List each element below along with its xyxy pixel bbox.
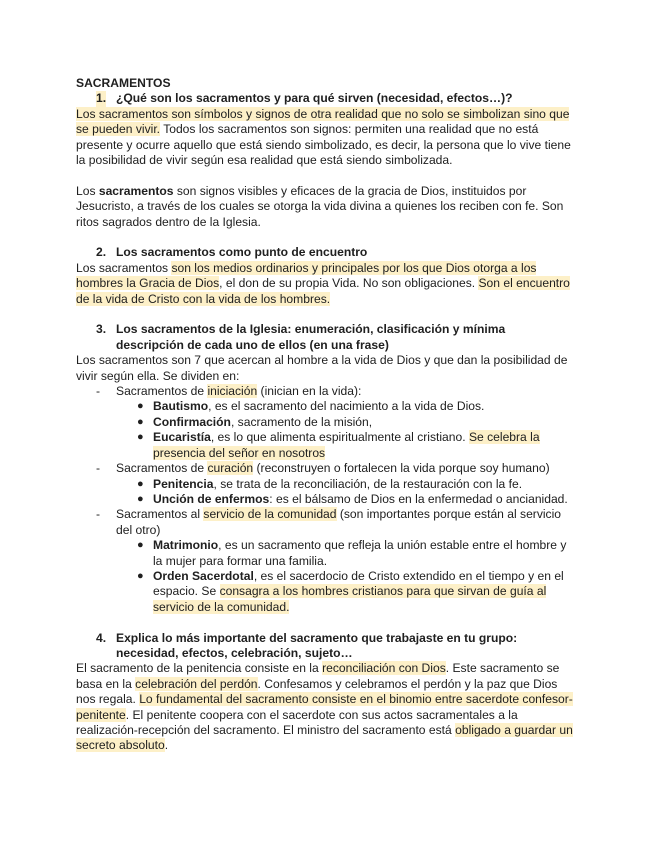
paragraph-3-intro: Los sacramentos son 7 que acercan al hombre a la vida de Dios y que dan la posibilidad de vivir según ella. Se dividen en:	[76, 353, 568, 383]
list-item: ● Orden Sacerdotal, es el sacerdocio de Cristo extendido en el tiempo y en el espacio. Se consagra a los hombres cristianos para que sirvan de guía al servicio de la comunidad.	[137, 568, 564, 614]
section-number-4: 4.	[96, 630, 107, 645]
list-item: ● Bautismo, es el sacramento del nacimiento a la vida de Dios.	[137, 399, 485, 414]
paragraph-1b: Los sacramentos son signos visibles y eficaces de la gracia de Dios, instituidos por Jesucristo, a través de los cuales se otorga la vida divina a quienes los reciben con fe. Son ritos sagrados dentro de la Iglesia.	[76, 183, 564, 229]
paragraph-1a: Los sacramentos son símbolos y signos de otra realidad que no solo se simbolizan sino que se pueden vivir. Todos los sacramentos son signos: permiten una realidad que no está presente y ocurre aquello que está siendo simbolizado, es decir, la persona que lo vive tiene la posibilidad de vivir según esa realidad que está siendo simbolizada.	[76, 106, 571, 168]
document-page	[76, 76, 576, 754]
section-heading-4: 4. Explica lo más importante del sacramento que trabajaste en tu grupo: necesidad, efectos, celebración, sujeto…	[96, 630, 518, 660]
list-item: ● Eucaristía, es lo que alimenta espiritualmente al cristiano. Se celebra la presencia del señor en nosotros	[137, 430, 540, 460]
paragraph-4: El sacramento de la penitencia consiste en la reconciliación con Dios. Este sacramento se basa en la celebración del perdón. Confesamos y celebramos el perdón y la paz que Dios nos regala. Lo fundamental del sacramento consiste en el binomio entre sacerdote confesor-penitente. El penitente coopera con el sacerdote con sus actos sacramentales a la realización-recepción del sacramento. El ministro del sacramento está obligado a guardar un secreto absoluto.	[76, 661, 573, 753]
paragraph-2: Los sacramentos son los medios ordinarios y principales por los que Dios otorga a los hombres la Gracia de Dios, el don de su propia Vida. No son obligaciones. Son el encuentro de la vida de Cristo con la vida de los hombres.	[76, 260, 570, 306]
section-heading-3: 3. Los sacramentos de la Iglesia: enumeración, clasificación y mínima descripción de cada uno de ellos (en una frase)	[96, 322, 506, 352]
list-item: ● Unción de enfermos: es el bálsamo de Dios en la enfermedad o ancianidad.	[137, 491, 568, 506]
list-item: - Sacramentos al servicio de la comunidad (son importantes porque están al servicio del otro)	[96, 507, 562, 537]
section-number-1: 1.	[96, 91, 107, 106]
list-item: ● Penitencia, se trata de la reconciliación, de la restauración con la fe.	[137, 476, 523, 491]
list-item: ● Confirmación, sacramento de la misión,	[137, 414, 373, 429]
section-heading-1: 1. ¿Qué son los sacramentos y para qué sirven (necesidad, efectos…)?	[96, 91, 513, 106]
list-item: - Sacramentos de curación (reconstruyen o fortalecen la vida porque soy humano)	[96, 461, 550, 476]
document-title: SACRAMENTOS	[76, 76, 171, 90]
list-item: ● Matrimonio, es un sacramento que refleja la unión estable entre el hombre y la mujer para formar una familia.	[137, 538, 567, 568]
section-number-3: 3.	[96, 322, 107, 337]
list-item: - Sacramentos de iniciación (inician en la vida):	[96, 384, 362, 399]
section-number-2: 2.	[96, 245, 107, 260]
section-heading-2: 2. Los sacramentos como punto de encuentro	[96, 245, 368, 260]
